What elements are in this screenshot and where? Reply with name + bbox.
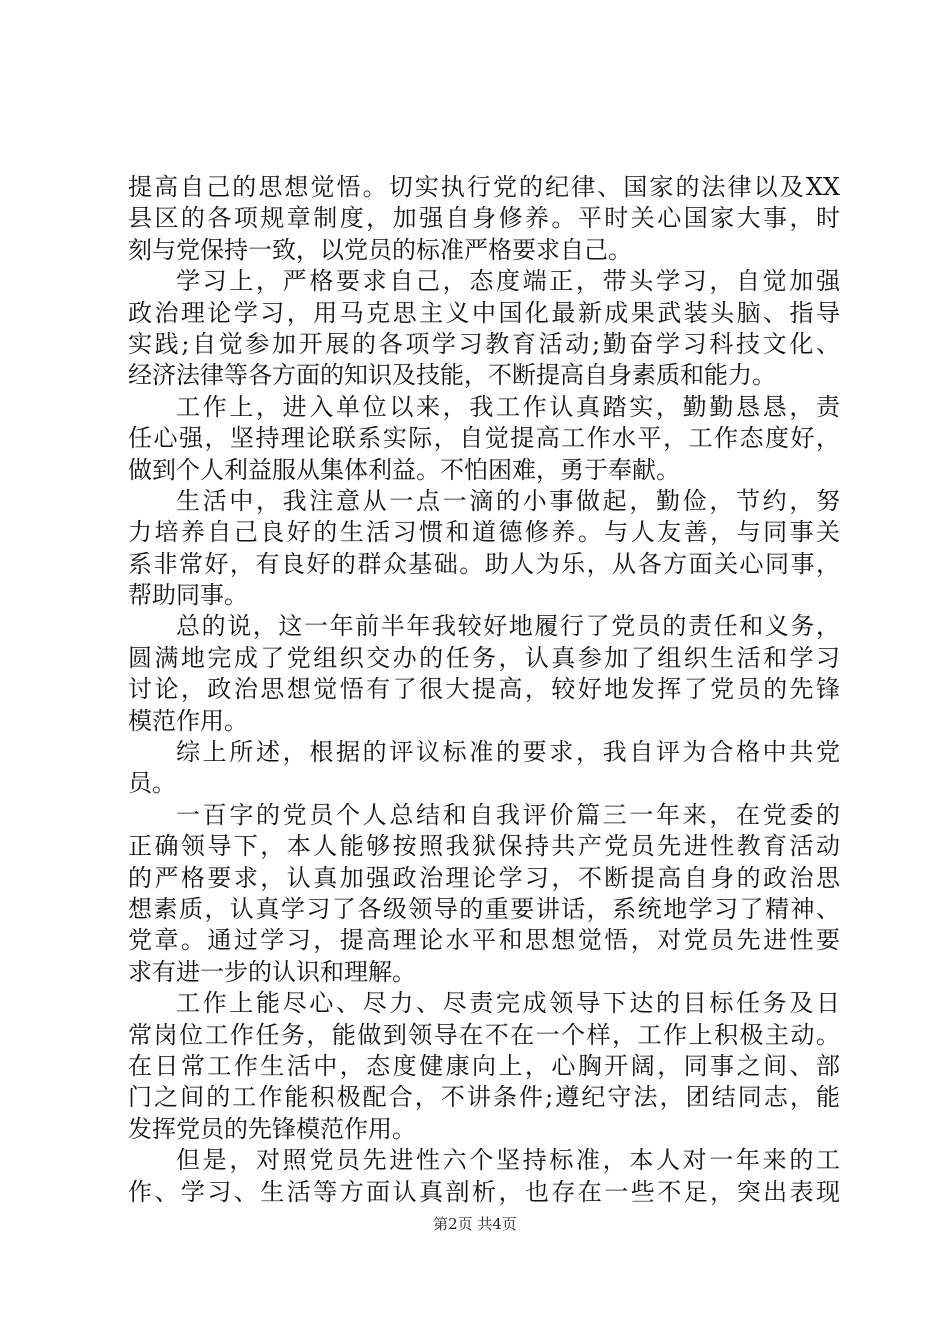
text-line: 想素质，认真学习了各级领导的重要讲话，系统地学习了精神、 bbox=[128, 894, 840, 923]
document-body bbox=[128, 172, 840, 1208]
text-line: 帮助同事。 bbox=[128, 581, 248, 610]
text-line: 工作上能尽心、尽力、尽责完成领导下达的目标任务及日 bbox=[176, 989, 840, 1018]
text-line: 圆满地完成了党组织交办的任务，认真参加了组织生活和学习 bbox=[128, 643, 840, 672]
page-footer: 第2页 共4页 bbox=[433, 1215, 517, 1233]
text-line: 力培养自己良好的生活习惯和道德修养。与人友善，与同事关 bbox=[128, 518, 840, 547]
text-line: 综上所述，根据的评议标准的要求，我自评为合格中共党 bbox=[176, 738, 840, 767]
text-line: 作、学习、生活等方面认真剖析，也存在一些不足，突出表现 bbox=[128, 1177, 840, 1206]
text-line: 模范作用。 bbox=[128, 706, 248, 735]
text-line: 求有进一步的认识和理解。 bbox=[128, 957, 416, 986]
text-line: 总的说，这一年前半年我较好地履行了党员的责任和义务， bbox=[176, 612, 840, 641]
text-line: 门之间的工作能积极配合，不讲条件;遵纪守法，团结同志，能 bbox=[128, 1083, 840, 1112]
text-line: 员。 bbox=[128, 769, 176, 798]
text-line: 政治理论学习，用马克思主义中国化最新成果武装头脑、指导 bbox=[128, 298, 840, 327]
text-line: 刻与党保持一致，以党员的标准严格要求自己。 bbox=[128, 235, 632, 264]
text-line: 讨论，政治思想觉悟有了很大提高，较好地发挥了党员的先锋 bbox=[128, 675, 840, 704]
text-line: 但是，对照党员先进性六个坚持标准，本人对一年来的工 bbox=[176, 1146, 840, 1175]
text-line: 一百字的党员个人总结和自我评价篇三一年来，在党委的 bbox=[176, 800, 840, 829]
text-line: 经济法律等各方面的知识及技能，不断提高自身素质和能力。 bbox=[128, 361, 776, 390]
text-line: 学习上，严格要求自己，态度端正，带头学习，自觉加强 bbox=[176, 267, 840, 296]
text-line: 在日常工作生活中，态度健康向上，心胸开阔，同事之间、部 bbox=[128, 1051, 840, 1080]
text-line: 任心强，坚持理论联系实际，自觉提高工作水平，工作态度好， bbox=[128, 424, 840, 453]
text-line: 生活中，我注意从一点一滴的小事做起，勤俭，节约，努 bbox=[176, 486, 840, 515]
text-line: 系非常好，有良好的群众基础。助人为乐，从各方面关心同事， bbox=[128, 549, 840, 578]
text-line: 发挥党员的先锋模范作用。 bbox=[128, 1114, 416, 1143]
text-line: 工作上，进入单位以来，我工作认真踏实，勤勤恳恳，责 bbox=[176, 392, 840, 421]
text-line: 正确领导下，本人能够按照我狱保持共产党员先进性教育活动 bbox=[128, 832, 840, 861]
text-line: 党章。通过学习，提高理论水平和思想觉悟，对党员先进性要 bbox=[128, 926, 840, 955]
text-line: 常岗位工作任务，能做到领导在不在一个样，工作上积极主动。 bbox=[128, 1020, 840, 1049]
text-line: 实践;自觉参加开展的各项学习教育活动;勤奋学习科技文化、 bbox=[128, 329, 840, 358]
text-line: 的严格要求，认真加强政治理论学习，不断提高自身的政治思 bbox=[128, 863, 840, 892]
text-line: 县区的各项规章制度，加强自身修养。平时关心国家大事，时 bbox=[128, 204, 840, 233]
text-line: 提高自己的思想觉悟。切实执行党的纪律、国家的法律以及XX bbox=[128, 173, 840, 201]
text-line: 做到个人利益服从集体利益。不怕困难，勇于奉献。 bbox=[128, 455, 680, 484]
